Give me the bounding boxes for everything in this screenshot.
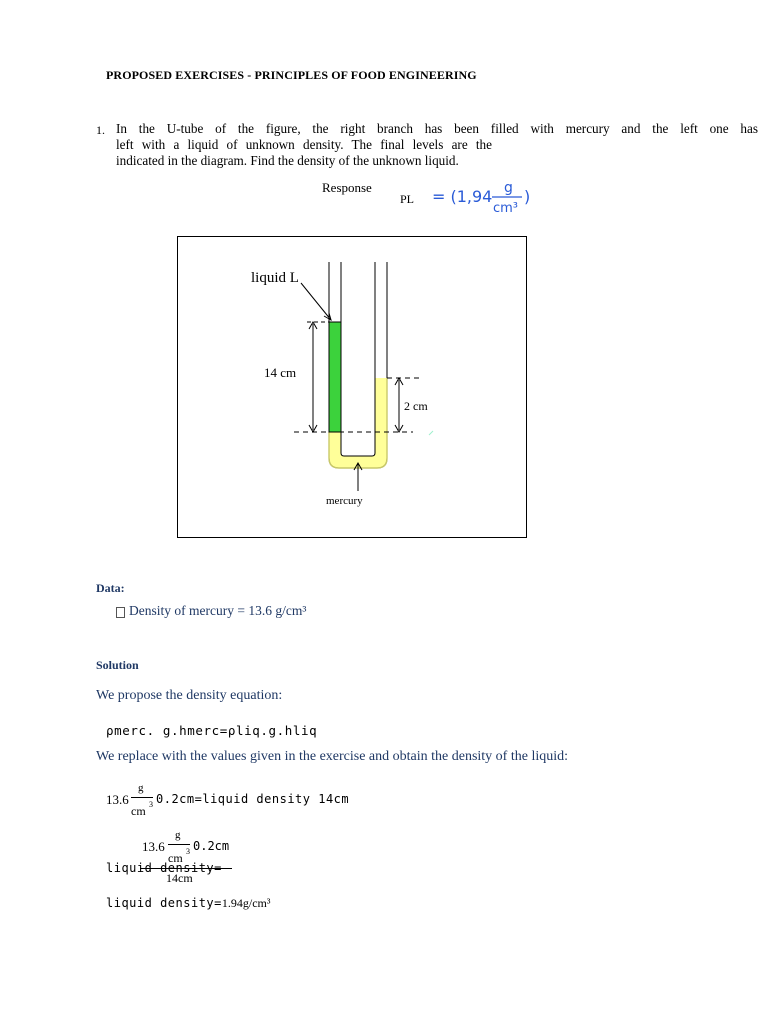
solution-heading: Solution	[96, 658, 139, 672]
propose-text: We propose the density equation:	[96, 688, 283, 703]
answer-handwritten	[432, 178, 542, 218]
page-title: PROPOSED EXERCISES - PRINCIPLES OF FOOD ENGINEERING	[106, 68, 477, 82]
question-text-line-2: left with a liquid of unknown density. The final levels are the	[116, 137, 492, 152]
answer-prefix: = (1,94	[432, 187, 493, 206]
right-height-label: 2 cm	[404, 399, 428, 413]
liquid-l-fill	[329, 322, 341, 432]
step2-numerator: g	[175, 829, 181, 841]
answer-numerator: g	[504, 180, 513, 196]
step2-main-fraction-bar	[140, 868, 232, 869]
diagram-frame	[178, 237, 527, 538]
step2-inner-fraction-bar	[168, 844, 190, 845]
pl-label: PL	[400, 192, 415, 206]
step1-exponent: 3	[149, 800, 153, 809]
data-heading: Data:	[96, 581, 125, 595]
step2-rest: 0.2cm	[193, 839, 230, 853]
step1-numerator: g	[138, 782, 144, 794]
question-number: 1.	[96, 123, 105, 137]
step1-coefficient: 13.6	[106, 792, 129, 807]
step2-exponent: 3	[186, 847, 190, 856]
u-tube-diagram	[177, 236, 527, 538]
bullet-placeholder-icon	[116, 607, 125, 618]
result-value: 1.94g/cm³	[221, 896, 271, 910]
step1-denominator: cm	[131, 804, 146, 818]
answer-denominator: cm³	[493, 201, 519, 216]
answer-suffix: )	[524, 187, 531, 206]
question-text-line-1: In the U-tube of the figure, the right branch has been filled with mercury and the left one has	[116, 121, 758, 136]
liquid-l-label: liquid L	[251, 270, 299, 286]
data-item: Density of mercury = 13.6 g/cm³	[129, 603, 307, 618]
response-label: Response	[322, 180, 372, 195]
question-text-line-3: indicated in the diagram. Find the density of the unknown liquid.	[116, 153, 459, 168]
step2-coefficient: 13.6	[142, 839, 165, 854]
replace-text: We replace with the values given in the exercise and obtain the density of the liquid:	[96, 749, 569, 764]
result-line	[106, 896, 270, 911]
density-equation: ρmerc. g.hmerc=ρliq.g.hliq	[106, 723, 318, 738]
left-height-label: 14 cm	[264, 365, 297, 380]
mercury-label: mercury	[326, 495, 363, 507]
result-label: liquid density=	[106, 896, 222, 910]
step2-denominator: cm	[168, 851, 183, 865]
step1-rest: 0.2cm=liquid density 14cm	[156, 792, 350, 806]
step1-fraction-bar	[131, 797, 153, 798]
step2-main-denominator: 14cm	[166, 871, 193, 885]
step2-left: liquid density=	[106, 861, 222, 875]
